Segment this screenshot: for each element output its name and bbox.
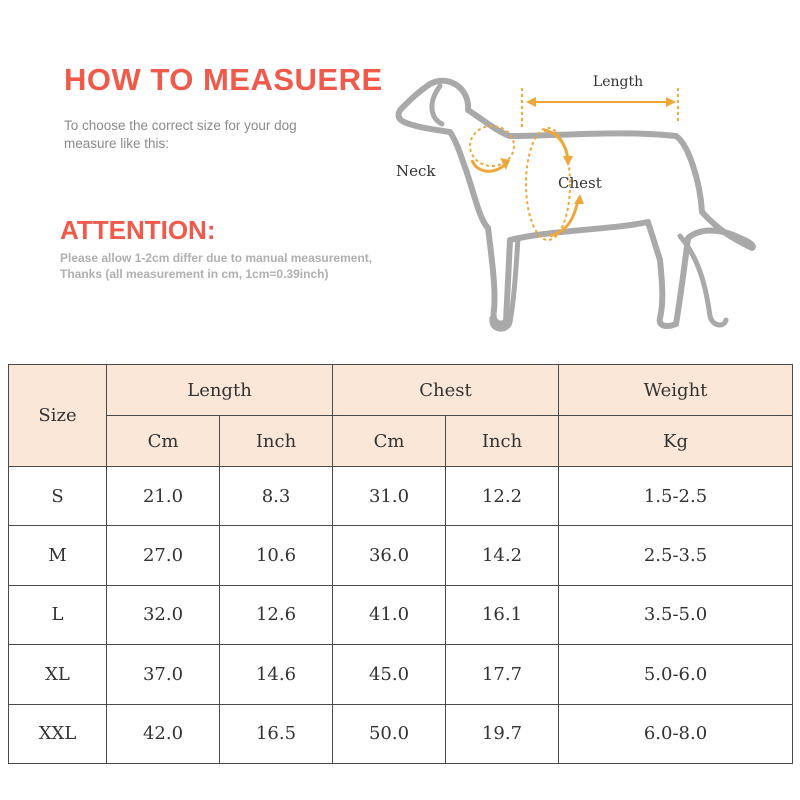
table-header-row-1 — [9, 365, 793, 416]
attention-note — [60, 250, 420, 282]
dog-ear — [432, 86, 442, 124]
length-cm-cell: 32.0 — [107, 585, 220, 644]
table-row — [9, 526, 793, 585]
dog-measurement-diagram — [380, 60, 780, 360]
chest-cm-cell: 41.0 — [333, 585, 446, 644]
attention-heading: ATTENTION: — [60, 215, 216, 245]
chest-label: Chest — [558, 174, 602, 192]
header-chest-inch: Inch — [446, 416, 559, 467]
attention-note-line-1: Please allow 1-2cm differ due to manual measurement, — [60, 251, 373, 265]
chest-inch-cell: 14.2 — [446, 526, 559, 585]
header-length: Length — [107, 365, 333, 416]
attention-note-line-2: Thanks (all measurement in cm, 1cm=0.39inch) — [60, 267, 329, 281]
size-cell: L — [9, 585, 107, 644]
chest-cm-cell: 45.0 — [333, 645, 446, 704]
length-cm-cell: 21.0 — [107, 467, 220, 526]
header-size: Size — [9, 365, 107, 467]
intro-line-1: To choose the correct size for your dog — [64, 118, 297, 133]
table-row — [9, 645, 793, 704]
weight-kg-cell: 2.5-3.5 — [559, 526, 793, 585]
length-label: Length — [592, 74, 644, 90]
chest-inch-cell: 19.7 — [446, 704, 559, 763]
intro-line-2: measure like this: — [64, 136, 170, 151]
chest-cm-cell: 31.0 — [333, 467, 446, 526]
length-inch-cell: 10.6 — [220, 526, 333, 585]
page-title: HOW TO MEASUERE — [64, 62, 383, 97]
size-cell: M — [9, 526, 107, 585]
header-weight: Weight — [559, 365, 793, 416]
chest-cm-cell: 50.0 — [333, 704, 446, 763]
intro-text — [64, 117, 344, 153]
table-row — [9, 704, 793, 763]
weight-kg-cell: 3.5-5.0 — [559, 585, 793, 644]
header-length-cm: Cm — [107, 416, 220, 467]
length-arrow-head-left — [526, 97, 536, 107]
size-cell: S — [9, 467, 107, 526]
size-cell: XL — [9, 645, 107, 704]
length-cm-cell: 37.0 — [107, 645, 220, 704]
header-weight-kg: Kg — [559, 416, 793, 467]
length-arrow-head-right — [666, 97, 676, 107]
header-chest: Chest — [333, 365, 559, 416]
chest-inch-cell: 12.2 — [446, 467, 559, 526]
chest-arrow-upper-head — [563, 156, 573, 166]
length-inch-cell: 16.5 — [220, 704, 333, 763]
length-cm-cell: 42.0 — [107, 704, 220, 763]
length-inch-cell: 8.3 — [220, 467, 333, 526]
dog-back-leg — [680, 236, 726, 325]
length-inch-cell: 14.6 — [220, 645, 333, 704]
header-length-inch: Inch — [220, 416, 333, 467]
length-cm-cell: 27.0 — [107, 526, 220, 585]
length-inch-cell: 12.6 — [220, 585, 333, 644]
chest-cm-cell: 36.0 — [333, 526, 446, 585]
chest-inch-cell: 16.1 — [446, 585, 559, 644]
table-row — [9, 585, 793, 644]
neck-label: Neck — [396, 162, 436, 180]
weight-kg-cell: 5.0-6.0 — [559, 645, 793, 704]
size-chart-table — [8, 364, 793, 764]
weight-kg-cell: 1.5-2.5 — [559, 467, 793, 526]
table-row — [9, 467, 793, 526]
header-chest-cm: Cm — [333, 416, 446, 467]
chest-arrow-lower-head — [574, 194, 584, 204]
weight-kg-cell: 6.0-8.0 — [559, 704, 793, 763]
size-cell: XXL — [9, 704, 107, 763]
table-header-row-2 — [9, 416, 793, 467]
chest-inch-cell: 17.7 — [446, 645, 559, 704]
